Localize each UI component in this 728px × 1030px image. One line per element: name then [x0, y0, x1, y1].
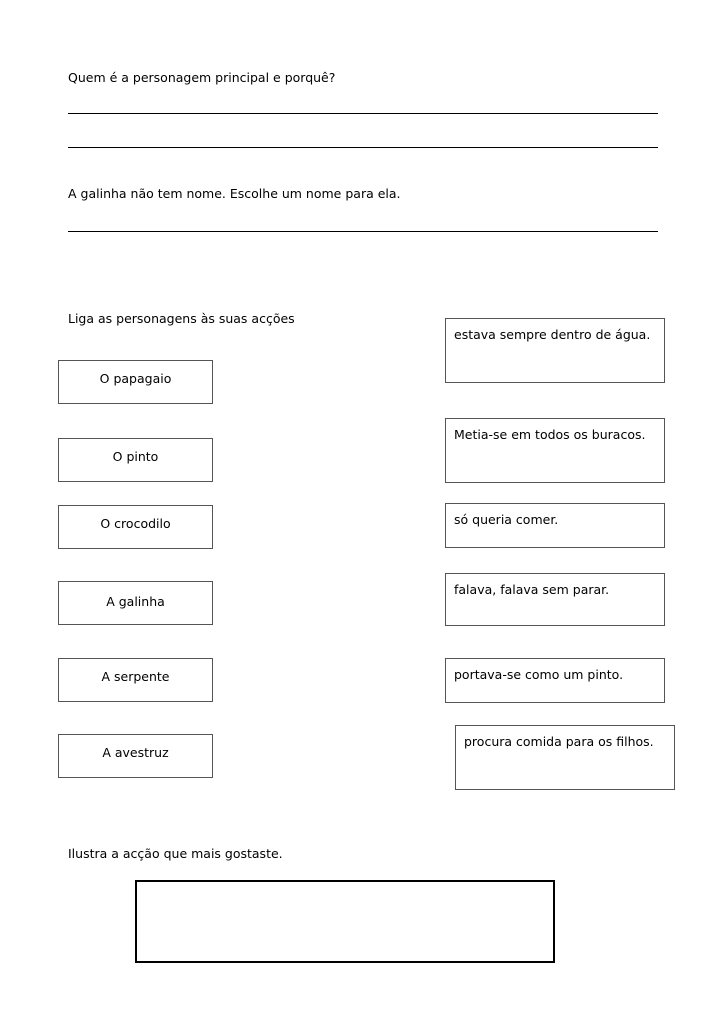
character-label: O crocodilo [100, 516, 171, 531]
drawing-area[interactable] [135, 880, 555, 963]
character-label: O papagaio [99, 371, 172, 386]
matching-instruction: Liga as personagens às suas acções [68, 311, 295, 326]
question-hen-name: A galinha não tem nome. Escolhe um nome para ela. [68, 186, 401, 201]
character-label: A avestruz [102, 745, 169, 760]
character-box[interactable] [58, 360, 213, 404]
character-box[interactable] [58, 505, 213, 549]
character-label: O pinto [112, 449, 159, 464]
answer-line[interactable] [68, 113, 658, 114]
character-box[interactable] [58, 734, 213, 778]
action-box[interactable]: Metia-se em todos os buracos. [445, 418, 665, 483]
action-box[interactable]: estava sempre dentro de água. [445, 318, 665, 383]
character-label: A galinha [106, 594, 165, 609]
answer-line[interactable] [68, 147, 658, 148]
action-box[interactable]: só queria comer. [445, 503, 665, 548]
character-box[interactable] [58, 658, 213, 702]
question-main-character: Quem é a personagem principal e porquê? [68, 70, 336, 85]
character-label: A serpente [101, 669, 170, 684]
action-box[interactable]: procura comida para os filhos. [455, 725, 675, 790]
action-box[interactable]: falava, falava sem parar. [445, 573, 665, 626]
action-box[interactable]: portava-se como um pinto. [445, 658, 665, 703]
illustrate-instruction: Ilustra a acção que mais gostaste. [68, 846, 283, 861]
character-box[interactable] [58, 438, 213, 482]
answer-line[interactable] [68, 231, 658, 232]
character-box[interactable] [58, 581, 213, 625]
